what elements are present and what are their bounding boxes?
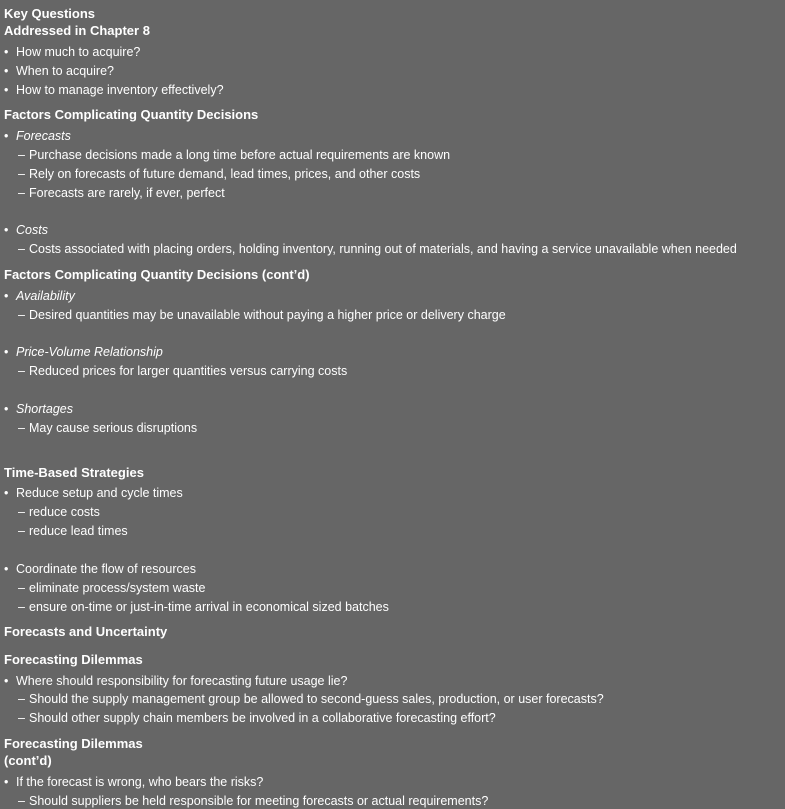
bullet-item — [4, 222, 48, 238]
sub-bullet-text: Should other supply chain members be involved in a collaborative forecasting effort? — [29, 711, 496, 725]
bullet-text: If the forecast is wrong, who bears the risks? — [16, 775, 264, 789]
bullet-item — [4, 82, 224, 98]
bullet-item — [4, 288, 75, 304]
bullet-item — [4, 44, 140, 60]
bullet-item — [4, 774, 263, 790]
bullet-icon: • — [4, 775, 9, 789]
bullet-icon: • — [4, 129, 9, 143]
sub-bullet-text: reduce lead times — [29, 524, 128, 538]
dash-icon: – — [18, 421, 25, 435]
section-heading: Factors Complicating Quantity Decisions (cont’d) — [4, 267, 310, 282]
sub-bullet-text: Should the supply management group be allowed to second-guess sales, production, or user forecasts? — [29, 692, 604, 706]
sub-bullet-text: Purchase decisions made a long time before actual requirements are known — [29, 148, 451, 162]
bullet-icon: • — [4, 223, 9, 237]
bullet-text: How much to acquire? — [16, 45, 141, 59]
dash-icon: – — [18, 308, 25, 322]
bullet-item — [4, 344, 163, 360]
sub-bullet-item — [18, 691, 604, 707]
sub-bullet-item — [18, 599, 389, 615]
bullet-icon: • — [4, 289, 9, 303]
dash-icon: – — [18, 167, 25, 181]
sub-bullet-item — [18, 710, 496, 726]
sub-bullet-item — [18, 147, 450, 163]
sub-bullet-text: reduce costs — [29, 505, 100, 519]
bullet-icon: • — [4, 45, 9, 59]
bullet-icon: • — [4, 345, 9, 359]
sub-bullet-item — [18, 185, 225, 201]
sub-bullet-item — [18, 420, 197, 436]
sub-bullet-text: eliminate process/system waste — [29, 581, 206, 595]
bullet-item — [4, 63, 114, 79]
sub-bullet-text: Reduced prices for larger quantities versus carrying costs — [29, 364, 348, 378]
sub-bullet-text: May cause serious disruptions — [29, 421, 198, 435]
sub-bullet-item — [18, 363, 347, 379]
sub-bullet-text: Forecasts are rarely, if ever, perfect — [29, 186, 225, 200]
bullet-icon: • — [4, 402, 9, 416]
section-heading: Forecasting Dilemmas — [4, 736, 143, 751]
sub-bullet-item — [18, 580, 205, 596]
bullet-icon: • — [4, 486, 9, 500]
sub-bullet-item — [18, 523, 128, 539]
bullet-text: Reduce setup and cycle times — [16, 486, 183, 500]
sub-bullet-text: ensure on-time or just-in-time arrival in economical sized batches — [29, 600, 389, 614]
bullet-item — [4, 401, 73, 417]
section-heading: Forecasting Dilemmas — [4, 652, 143, 667]
bullet-text: Availability — [16, 289, 75, 303]
section-heading: Forecasts and Uncertainty — [4, 624, 168, 639]
bullet-item — [4, 561, 196, 577]
sub-bullet-text: Desired quantities may be unavailable without paying a higher price or delivery charge — [29, 308, 506, 322]
bullet-text: Costs — [16, 223, 48, 237]
bullet-text: Where should responsibility for forecasting future usage lie? — [16, 674, 348, 688]
sub-bullet-item — [18, 166, 420, 182]
bullet-item — [4, 485, 183, 501]
dash-icon: – — [18, 794, 25, 808]
bullet-text: When to acquire? — [16, 64, 114, 78]
sub-bullet-item — [18, 307, 506, 323]
bullet-text: How to manage inventory effectively? — [16, 83, 224, 97]
section-heading: Key Questions — [4, 6, 96, 21]
section-heading-continued: (cont’d) — [4, 753, 52, 768]
bullet-icon: • — [4, 64, 9, 78]
sub-bullet-item — [18, 504, 100, 520]
section-heading-continued: Addressed in Chapter 8 — [4, 23, 150, 38]
dash-icon: – — [18, 186, 25, 200]
bullet-item — [4, 673, 347, 689]
bullet-text: Forecasts — [16, 129, 71, 143]
section-heading: Factors Complicating Quantity Decisions — [4, 107, 259, 122]
sub-bullet-text: Rely on forecasts of future demand, lead times, prices, and other costs — [29, 167, 421, 181]
dash-icon: – — [18, 581, 25, 595]
bullet-icon: • — [4, 83, 9, 97]
bullet-text: Shortages — [16, 402, 73, 416]
dash-icon: – — [18, 600, 25, 614]
bullet-item — [4, 128, 71, 144]
dash-icon: – — [18, 524, 25, 538]
bullet-text: Coordinate the flow of resources — [16, 562, 196, 576]
dash-icon: – — [18, 242, 25, 256]
dash-icon: – — [18, 148, 25, 162]
dash-icon: – — [18, 505, 25, 519]
sub-bullet-item — [18, 241, 737, 257]
dash-icon: – — [18, 711, 25, 725]
section-heading: Time-Based Strategies — [4, 465, 144, 480]
dash-icon: – — [18, 692, 25, 706]
sub-bullet-text: Should suppliers be held responsible for meeting forecasts or actual requirements? — [29, 794, 489, 808]
bullet-text: Price-Volume Relationship — [16, 345, 163, 359]
bullet-icon: • — [4, 674, 9, 688]
dash-icon: – — [18, 364, 25, 378]
sub-bullet-text: Costs associated with placing orders, holding inventory, running out of materials, and having a service unavailable when needed — [29, 242, 737, 256]
bullet-icon: • — [4, 562, 9, 576]
